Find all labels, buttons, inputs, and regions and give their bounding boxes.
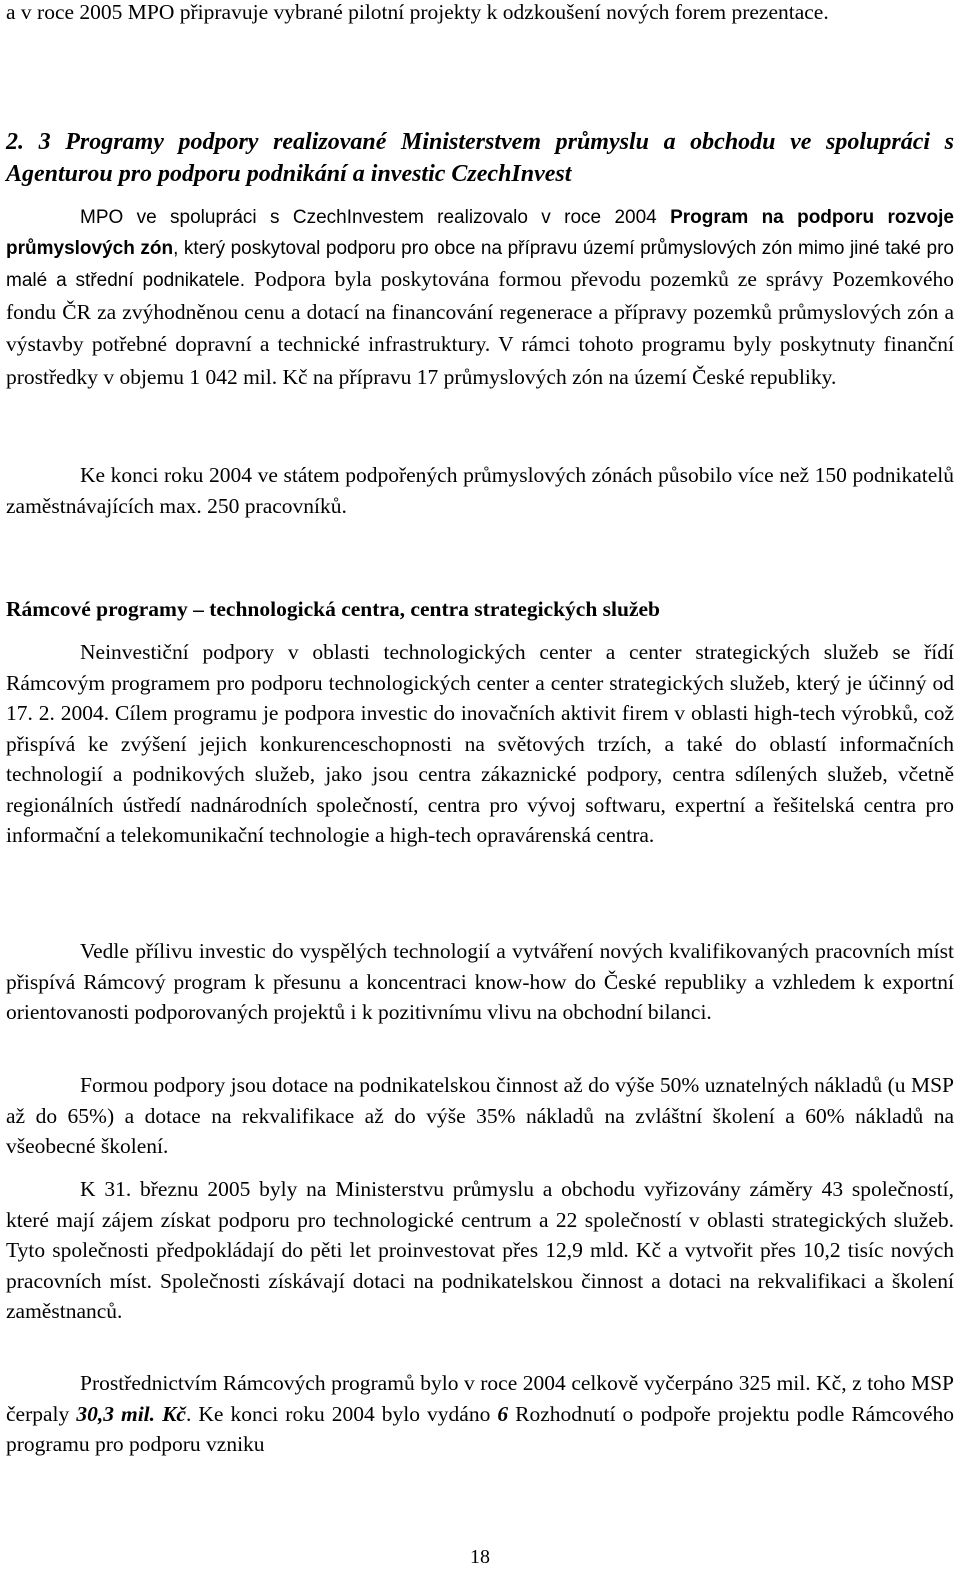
program-name-bold: Program na podporu rozvoje průmyslových zón xyxy=(6,207,954,259)
paragraph-text: . Ke konci roku 2004 bylo vydáno xyxy=(185,1401,498,1426)
paragraph-text: , který poskytoval podporu pro obce na přípravu území průmyslových zón mimo jiné také pro malé a střední podnikatele. xyxy=(6,237,954,291)
paragraph-text: Rozhodnutí o podpoře projektu podle Rámcového programu pro podporu vzniku xyxy=(6,1401,955,1456)
paragraph-text: Prostřednictvím Rámcových programů bylo v roce 2004 celkově vyčerpáno 325 mil. Kč, z toho MSP čerpaly xyxy=(6,1371,954,1426)
paragraph-industrial-zones xyxy=(6,203,954,394)
paragraph-support-forms: Formou podpory jsou dotace na podnikatelskou činnost až do výše 50% uznatelných nákladů (u MSP až do 65%) a dotace na rekvalifikace až do výše 35% nákladů na zvláštní školení a 60% nákladů na všeobecné školení. xyxy=(6,1073,954,1158)
msp-amount-bold-italic: 30,3 mil. Kč xyxy=(76,1401,186,1426)
paragraph-zones-summary: Ke konci roku 2004 ve státem podpořených průmyslových zónách působilo více než 150 podnikatelů zaměstnávajících max. 250 pracovníků. xyxy=(6,463,954,518)
paragraph-text: Podpora byla poskytována formou převodu pozemků ze správy Pozemkového fondu ČR za zvýhodněnou cenu a dotací na financování regenerace a přípravy pozemků průmyslových zón a výstavby potřebné dopravní a technické infrastruktury. V rámci tohoto programu byly poskytnuty finanční prostředky v objemu 1 042 mil. Kč na přípravu 17 průmyslových zón na území České republiky. xyxy=(6,267,954,389)
section-heading-2-3: 2. 3 Programy podpory realizované Ministerstvem průmyslu a obchodu ve spolupráci s Agenturou pro podporu podnikání a investic CzechInvest xyxy=(6,129,954,187)
paragraph-march-2005: K 31. březnu 2005 byly na Ministerstvu průmyslu a obchodu vyřizovány záměry 43 společností, které mají zájem získat podporu pro technologické centrum a 22 společností v oblasti strategických služeb. Tyto společnosti předpokládají do pěti let proinvestovat přes 12,9 mld. Kč a vytvořit přes 10,2 tisíc nových pracovních míst. Společnosti získávají dotaci na podnikatelskou činnost a dotaci na rekvalifikaci a školení zaměstnanců. xyxy=(6,1177,954,1323)
page-number: 18 xyxy=(470,1546,490,1568)
decision-count-bold-italic: 6 xyxy=(497,1401,509,1426)
paragraph-investment-inflow: Vedle přílivu investic do vyspělých technologií a vytváření nových kvalifikovaných pracovních míst přispívá Rámcový program k přesunu a koncentraci know-how do České republiky a vzhledem k exportní orientovanosti podporovaných projektů i k pozitivnímu vlivu na obchodní bilanci. xyxy=(6,939,954,1024)
paragraph-drawdown-2004 xyxy=(6,1368,954,1460)
section-heading-ramcove-programy: Rámcové programy – technologická centra, centra strategických služeb xyxy=(6,597,661,621)
intro-paragraph: a v roce 2005 MPO připravuje vybrané pilotní projekty k odzkoušení nových forem prezentace. xyxy=(6,0,829,24)
paragraph-framework-program: Neinvestiční podpory v oblasti technologických center a center strategických služeb se řídí Rámcovým programem pro podporu technologických center a center strategických služeb, který je účinný od 17. 2. 2004. Cílem programu je podpora investic do inovačních aktivit firem v oblasti high-tech výrobků, což přispívá ke zvýšení jejich konkurenceschopnosti na světových trzích, a také do oblastí informačních technologií a podnikových služeb, jako jsou centra zákaznické podpory, centra sdílených služeb, včetně regionálních ústředí nadnárodních společností, centra pro vývoj softwaru, expertní a řešitelská centra pro informační a telekomunikační technologie a high-tech opravárenská centra. xyxy=(6,640,954,847)
paragraph-text: MPO ve spolupráci s CzechInvestem realizovalo v roce 2004 xyxy=(80,207,671,228)
